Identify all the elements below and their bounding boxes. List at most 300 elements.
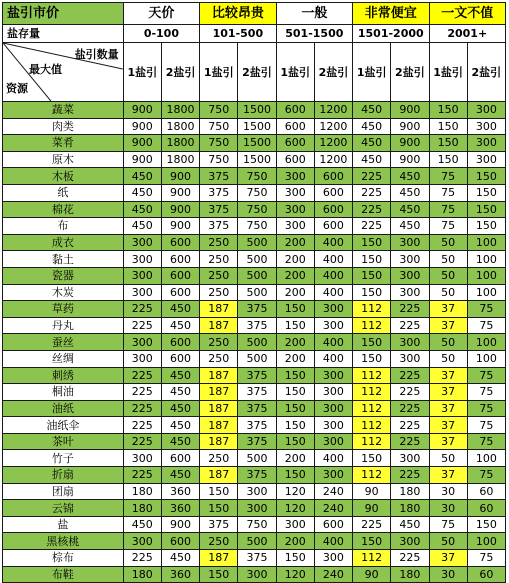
price-cell: 75 (467, 317, 505, 334)
corner-label-max: 最大值 (29, 63, 62, 76)
price-cell: 150 (353, 334, 391, 351)
price-cell: 300 (123, 234, 161, 251)
price-cell: 225 (391, 367, 429, 384)
price-cell: 225 (353, 516, 391, 533)
price-cell: 225 (123, 417, 161, 434)
sub-header-1: 1盐引 (200, 43, 238, 102)
price-cell: 250 (200, 234, 238, 251)
resource-name: 油纸伞 (3, 417, 124, 434)
price-cell: 225 (353, 218, 391, 235)
price-cell: 300 (123, 251, 161, 268)
price-cell: 1800 (161, 151, 199, 168)
price-cell: 150 (467, 218, 505, 235)
price-cell: 500 (238, 267, 276, 284)
price-cell: 300 (314, 550, 352, 567)
resource-name: 纸 (3, 184, 124, 201)
price-cell: 375 (238, 367, 276, 384)
price-cell: 450 (161, 467, 199, 484)
price-cell: 900 (391, 135, 429, 152)
price-cell: 900 (391, 118, 429, 135)
price-cell: 600 (161, 450, 199, 467)
price-cell: 240 (314, 500, 352, 517)
price-cell: 300 (276, 516, 314, 533)
price-cell: 112 (353, 317, 391, 334)
table-row (3, 350, 506, 367)
price-cell: 300 (391, 450, 429, 467)
price-cell: 37 (429, 433, 467, 450)
table-row (3, 450, 506, 467)
price-cell: 200 (276, 334, 314, 351)
resource-name: 黏土 (3, 251, 124, 268)
tier-name-0: 天价 (123, 3, 199, 25)
price-cell: 112 (353, 301, 391, 318)
price-cell: 450 (123, 184, 161, 201)
price-cell: 450 (161, 317, 199, 334)
price-cell: 90 (353, 500, 391, 517)
table-row (3, 483, 506, 500)
price-cell: 150 (276, 417, 314, 434)
price-cell: 75 (429, 201, 467, 218)
price-cell: 600 (314, 218, 352, 235)
price-cell: 150 (353, 234, 391, 251)
table-title: 盐引市价 (3, 3, 124, 25)
price-cell: 900 (391, 102, 429, 119)
table-row (3, 284, 506, 301)
price-cell: 112 (353, 384, 391, 401)
price-cell: 300 (314, 301, 352, 318)
price-cell: 900 (123, 135, 161, 152)
price-cell: 250 (200, 350, 238, 367)
price-cell: 120 (276, 500, 314, 517)
price-cell: 225 (123, 467, 161, 484)
price-cell: 225 (123, 301, 161, 318)
price-cell: 400 (314, 267, 352, 284)
price-cell: 37 (429, 384, 467, 401)
resource-name: 菜肴 (3, 135, 124, 152)
price-cell: 450 (391, 218, 429, 235)
price-cell: 500 (238, 284, 276, 301)
price-cell: 180 (391, 483, 429, 500)
salt-price-table (2, 2, 506, 583)
price-cell: 300 (391, 251, 429, 268)
price-cell: 375 (238, 384, 276, 401)
price-cell: 90 (353, 483, 391, 500)
table-row (3, 234, 506, 251)
price-cell: 90 (353, 566, 391, 583)
price-cell: 750 (238, 516, 276, 533)
price-cell: 500 (238, 350, 276, 367)
price-cell: 200 (276, 234, 314, 251)
stock-label: 盐存量 (3, 25, 124, 43)
tier-range-4: 2001+ (429, 25, 506, 43)
tier-range-0: 0-100 (123, 25, 199, 43)
price-cell: 150 (467, 168, 505, 185)
price-cell: 300 (314, 400, 352, 417)
price-cell: 375 (238, 417, 276, 434)
sub-header-2: 2盐引 (314, 43, 352, 102)
price-cell: 225 (123, 317, 161, 334)
price-cell: 1500 (238, 135, 276, 152)
price-cell: 300 (314, 317, 352, 334)
price-cell: 30 (429, 500, 467, 517)
price-cell: 360 (161, 566, 199, 583)
price-cell: 450 (161, 550, 199, 567)
price-cell: 150 (200, 566, 238, 583)
table-row (3, 251, 506, 268)
resource-name: 刺绣 (3, 367, 124, 384)
price-cell: 200 (276, 284, 314, 301)
price-cell: 60 (467, 483, 505, 500)
price-cell: 30 (429, 566, 467, 583)
price-cell: 1200 (314, 102, 352, 119)
table-row (3, 400, 506, 417)
price-cell: 250 (200, 450, 238, 467)
price-cell: 900 (123, 118, 161, 135)
price-cell: 225 (123, 367, 161, 384)
price-cell: 600 (161, 234, 199, 251)
price-cell: 300 (391, 350, 429, 367)
price-cell: 300 (467, 102, 505, 119)
price-cell: 225 (391, 467, 429, 484)
price-cell: 150 (467, 184, 505, 201)
table-row (3, 118, 506, 135)
price-cell: 375 (238, 301, 276, 318)
tier-range-3: 1501-2000 (353, 25, 429, 43)
price-cell: 1800 (161, 102, 199, 119)
price-cell: 100 (467, 334, 505, 351)
price-cell: 75 (429, 218, 467, 235)
price-cell: 1500 (238, 118, 276, 135)
price-cell: 375 (238, 433, 276, 450)
price-cell: 37 (429, 467, 467, 484)
price-cell: 900 (161, 168, 199, 185)
price-cell: 375 (238, 467, 276, 484)
price-cell: 200 (276, 450, 314, 467)
price-cell: 187 (200, 550, 238, 567)
sub-header-2: 2盐引 (161, 43, 199, 102)
sub-header-1: 1盐引 (353, 43, 391, 102)
price-cell: 300 (391, 267, 429, 284)
resource-name: 团扇 (3, 483, 124, 500)
price-cell: 300 (314, 433, 352, 450)
price-cell: 75 (429, 184, 467, 201)
price-cell: 400 (314, 251, 352, 268)
price-cell: 187 (200, 384, 238, 401)
price-cell: 360 (161, 500, 199, 517)
price-cell: 300 (238, 566, 276, 583)
price-cell: 112 (353, 367, 391, 384)
price-cell: 150 (467, 201, 505, 218)
table-row (3, 533, 506, 550)
resource-name: 木炭 (3, 284, 124, 301)
price-cell: 60 (467, 566, 505, 583)
price-cell: 300 (467, 151, 505, 168)
table-row (3, 334, 506, 351)
price-cell: 900 (161, 201, 199, 218)
price-cell: 500 (238, 251, 276, 268)
price-cell: 600 (161, 284, 199, 301)
price-cell: 600 (161, 267, 199, 284)
corner-label-quantity: 盐引数量 (74, 48, 119, 61)
price-cell: 187 (200, 301, 238, 318)
price-cell: 400 (314, 234, 352, 251)
price-cell: 300 (276, 201, 314, 218)
table-row (3, 102, 506, 119)
resource-name: 原木 (3, 151, 124, 168)
tier-range-1: 101-500 (200, 25, 276, 43)
price-cell: 200 (276, 533, 314, 550)
price-cell: 75 (467, 433, 505, 450)
price-cell: 75 (467, 367, 505, 384)
price-cell: 300 (391, 234, 429, 251)
resource-name: 竹子 (3, 450, 124, 467)
price-cell: 120 (276, 566, 314, 583)
price-cell: 50 (429, 334, 467, 351)
price-cell: 50 (429, 350, 467, 367)
price-cell: 300 (276, 168, 314, 185)
price-cell: 150 (200, 483, 238, 500)
price-cell: 375 (200, 201, 238, 218)
price-cell: 500 (238, 533, 276, 550)
price-cell: 225 (391, 433, 429, 450)
resource-name: 盐 (3, 516, 124, 533)
price-cell: 300 (276, 218, 314, 235)
price-cell: 900 (123, 151, 161, 168)
price-cell: 180 (123, 500, 161, 517)
price-cell: 37 (429, 550, 467, 567)
price-cell: 225 (123, 400, 161, 417)
tier-range-2: 501-1500 (276, 25, 352, 43)
resource-name: 黑核桃 (3, 533, 124, 550)
price-cell: 150 (429, 118, 467, 135)
price-cell: 225 (353, 201, 391, 218)
resource-name: 云锦 (3, 500, 124, 517)
table-row (3, 500, 506, 517)
price-cell: 112 (353, 400, 391, 417)
price-cell: 150 (353, 350, 391, 367)
price-cell: 50 (429, 450, 467, 467)
sub-header-1: 1盐引 (429, 43, 467, 102)
sub-header-2: 2盐引 (391, 43, 429, 102)
resource-name: 草药 (3, 301, 124, 318)
price-cell: 250 (200, 267, 238, 284)
price-cell: 750 (238, 184, 276, 201)
price-cell: 450 (353, 135, 391, 152)
corner-label-resource: 资源 (6, 82, 28, 95)
price-cell: 187 (200, 417, 238, 434)
price-cell: 225 (123, 384, 161, 401)
price-cell: 100 (467, 450, 505, 467)
price-cell: 180 (391, 566, 429, 583)
price-cell: 1500 (238, 151, 276, 168)
table-row (3, 168, 506, 185)
table-row (3, 550, 506, 567)
price-cell: 60 (467, 500, 505, 517)
price-cell: 37 (429, 400, 467, 417)
price-cell: 300 (391, 334, 429, 351)
price-cell: 150 (276, 384, 314, 401)
price-cell: 450 (161, 301, 199, 318)
price-cell: 375 (200, 184, 238, 201)
price-cell: 1800 (161, 118, 199, 135)
price-cell: 187 (200, 317, 238, 334)
price-cell: 300 (391, 533, 429, 550)
price-cell: 250 (200, 334, 238, 351)
price-cell: 300 (314, 467, 352, 484)
price-table-container (2, 2, 506, 583)
price-cell: 75 (467, 384, 505, 401)
price-cell: 300 (123, 533, 161, 550)
price-cell: 450 (161, 433, 199, 450)
table-row (3, 184, 506, 201)
sub-header-1: 1盐引 (123, 43, 161, 102)
price-cell: 150 (353, 450, 391, 467)
resource-name: 蚕丝 (3, 334, 124, 351)
sub-header-1: 1盐引 (276, 43, 314, 102)
price-cell: 750 (200, 151, 238, 168)
price-cell: 150 (429, 102, 467, 119)
price-cell: 500 (238, 234, 276, 251)
price-cell: 150 (353, 251, 391, 268)
price-cell: 400 (314, 450, 352, 467)
price-cell: 150 (276, 301, 314, 318)
resource-name: 蔬菜 (3, 102, 124, 119)
price-cell: 450 (161, 384, 199, 401)
table-row (3, 417, 506, 434)
price-cell: 375 (200, 168, 238, 185)
price-cell: 225 (353, 184, 391, 201)
resource-name: 丹丸 (3, 317, 124, 334)
price-cell: 750 (200, 135, 238, 152)
price-cell: 180 (391, 500, 429, 517)
price-cell: 600 (276, 102, 314, 119)
price-cell: 150 (276, 367, 314, 384)
price-cell: 150 (429, 151, 467, 168)
price-cell: 75 (467, 550, 505, 567)
price-cell: 400 (314, 533, 352, 550)
price-cell: 375 (200, 218, 238, 235)
price-cell: 100 (467, 251, 505, 268)
price-cell: 300 (123, 450, 161, 467)
price-cell: 150 (353, 284, 391, 301)
price-cell: 120 (276, 483, 314, 500)
price-cell: 900 (161, 516, 199, 533)
price-cell: 360 (161, 483, 199, 500)
price-cell: 37 (429, 417, 467, 434)
resource-name: 成衣 (3, 234, 124, 251)
table-row (3, 218, 506, 235)
price-cell: 225 (353, 168, 391, 185)
price-cell: 1200 (314, 135, 352, 152)
price-cell: 150 (276, 400, 314, 417)
price-cell: 400 (314, 350, 352, 367)
price-cell: 75 (467, 417, 505, 434)
resource-name: 桐油 (3, 384, 124, 401)
price-cell: 250 (200, 251, 238, 268)
price-cell: 1800 (161, 135, 199, 152)
price-cell: 180 (123, 566, 161, 583)
price-cell: 300 (314, 384, 352, 401)
corner-header-cell (3, 43, 124, 102)
price-cell: 450 (123, 218, 161, 235)
price-cell: 240 (314, 483, 352, 500)
table-row (3, 267, 506, 284)
price-cell: 300 (238, 500, 276, 517)
price-cell: 600 (161, 251, 199, 268)
resource-name: 棕布 (3, 550, 124, 567)
price-cell: 75 (467, 400, 505, 417)
price-cell: 180 (123, 483, 161, 500)
header-range-row (3, 25, 506, 43)
price-cell: 187 (200, 467, 238, 484)
price-cell: 100 (467, 284, 505, 301)
price-cell: 112 (353, 417, 391, 434)
price-cell: 450 (353, 102, 391, 119)
price-cell: 375 (238, 550, 276, 567)
price-cell: 300 (467, 135, 505, 152)
price-cell: 600 (314, 168, 352, 185)
price-cell: 187 (200, 367, 238, 384)
price-cell: 750 (238, 201, 276, 218)
price-cell: 750 (238, 168, 276, 185)
price-cell: 375 (200, 516, 238, 533)
price-cell: 600 (161, 334, 199, 351)
price-cell: 250 (200, 533, 238, 550)
price-cell: 1500 (238, 102, 276, 119)
table-row (3, 317, 506, 334)
resource-name: 折扇 (3, 467, 124, 484)
resource-name: 布 (3, 218, 124, 235)
price-cell: 112 (353, 550, 391, 567)
resource-name: 布鞋 (3, 566, 124, 583)
price-cell: 900 (161, 218, 199, 235)
tier-name-1: 比较昂贵 (200, 3, 276, 25)
table-row (3, 151, 506, 168)
price-cell: 300 (314, 367, 352, 384)
price-cell: 50 (429, 234, 467, 251)
price-cell: 750 (200, 118, 238, 135)
price-cell: 375 (238, 400, 276, 417)
price-cell: 1200 (314, 118, 352, 135)
price-cell: 200 (276, 251, 314, 268)
price-cell: 450 (161, 367, 199, 384)
price-cell: 450 (123, 516, 161, 533)
price-cell: 75 (429, 516, 467, 533)
price-cell: 600 (276, 151, 314, 168)
table-row (3, 433, 506, 450)
price-cell: 300 (314, 417, 352, 434)
price-cell: 150 (276, 317, 314, 334)
price-cell: 500 (238, 450, 276, 467)
price-cell: 600 (314, 184, 352, 201)
table-row (3, 516, 506, 533)
price-cell: 600 (314, 201, 352, 218)
price-cell: 225 (123, 550, 161, 567)
header-sub-row (3, 43, 506, 102)
sub-header-2: 2盐引 (238, 43, 276, 102)
tier-name-2: 一般 (276, 3, 352, 25)
price-cell: 450 (391, 516, 429, 533)
table-row (3, 566, 506, 583)
price-cell: 450 (353, 151, 391, 168)
price-cell: 300 (123, 267, 161, 284)
price-cell: 225 (391, 417, 429, 434)
price-cell: 30 (429, 483, 467, 500)
price-cell: 50 (429, 533, 467, 550)
price-cell: 1200 (314, 151, 352, 168)
price-cell: 240 (314, 566, 352, 583)
resource-name: 茶叶 (3, 433, 124, 450)
